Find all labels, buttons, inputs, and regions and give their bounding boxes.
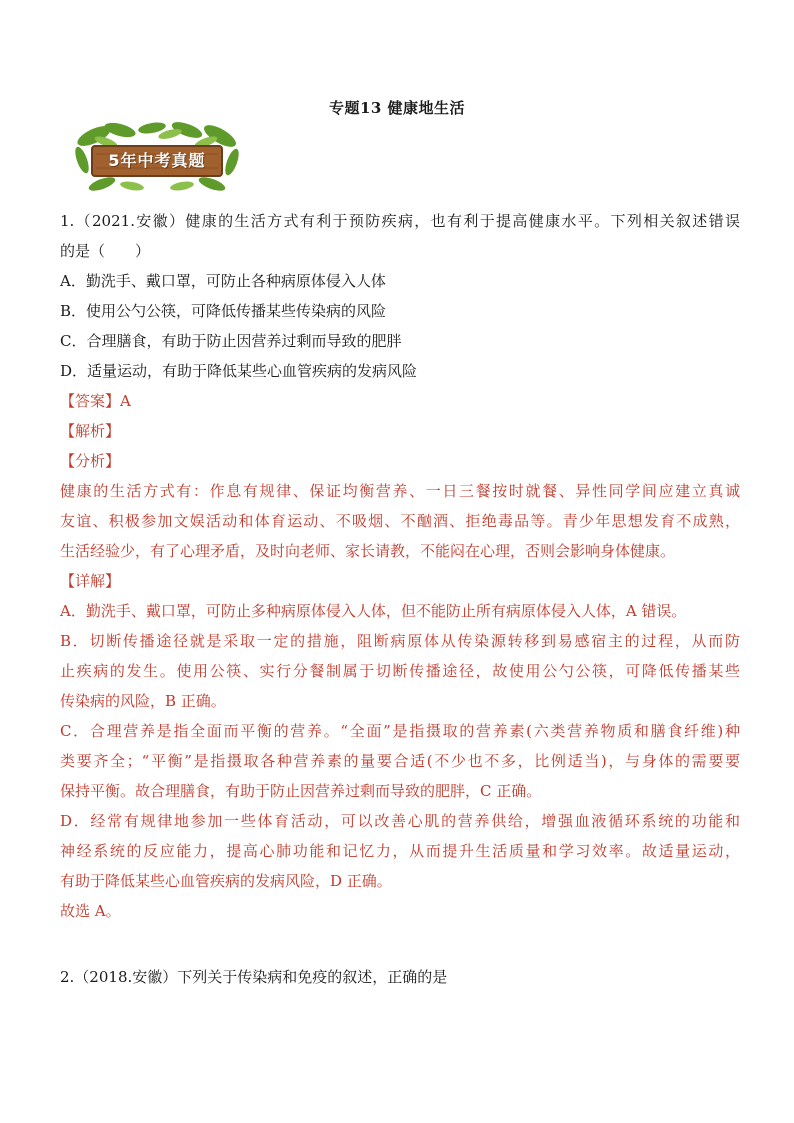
xiangjie-line-7: 保持平衡。故合理膳食，有助于防止因营养过剩而导致的肥胖，C 正确。 [60,782,542,800]
spacer [60,926,740,962]
fenxi-line-2: 友谊、积极参加文娱活动和体育运动、不吸烟、不酗酒、拒绝毒品等。青少年思想发育不成熟， [60,512,740,530]
page-title: 专题13 健康地生活 [328,99,466,117]
q1-option-c: C．合理膳食，有助于防止因营养过剩而导致的肥胖 [60,332,402,350]
fenxi-line-1: 健康的生活方式有：作息有规律、保证均衡营养、一日三餐按时就餐、异性同学间应建立真诚 [60,482,740,500]
conclusion: 故选 A。 [60,902,121,920]
xiangjie-line-10: 有助于降低某些心血管疾病的发病风险，D 正确。 [60,872,392,890]
q1-option-b: B．使用公勺公筷，可降低传播某些传染病的风险 [60,302,387,320]
question-content [60,206,740,992]
q1-option-a: A．勤洗手、戴口罩，可防止各种病原体侵入人体 [60,272,386,290]
xiangjie-line-1: A．勤洗手、戴口罩，可防止多种病原体侵入人体，但不能防止所有病原体侵入人体，A 错误。 [60,602,687,620]
badge-label: 5年中考真题 [108,151,206,170]
jiexi-label: 【解析】 [60,422,121,440]
answer-label: 【答案】A [60,392,131,410]
q1-stem-line-1: 1.（2021.安徽）健康的生活方式有利于预防疾病，也有利于提高健康水平。下列相关叙述错误 [60,212,740,230]
xiangjie-line-3: 止疾病的发生。使用公筷、实行分餐制属于切断传播途径，故使用公勺公筷，可降低传播某些 [60,662,740,680]
xiangjie-line-6: 类要齐全；“平衡”是指摄取各种营养素的量要合适(不少也不多，比例适当)，与身体的需要要 [60,752,740,770]
fenxi-label: 【分析】 [60,452,121,470]
section-badge [72,120,242,192]
xiangjie-label: 【详解】 [60,572,121,590]
xiangjie-line-2: B．切断传播途径就是采取一定的措施，阻断病原体从传染源转移到易感宿主的过程，从而防 [60,632,740,650]
xiangjie-line-4: 传染病的风险，B 正确。 [60,692,226,710]
xiangjie-line-5: C．合理营养是指全面而平衡的营养。“全面”是指摄取的营养素(六类营养物质和膳食纤维)种 [60,722,740,740]
xiangjie-line-9: 神经系统的反应能力，提高心肺功能和记忆力，从而提升生活质量和学习效率。故适量运动， [60,842,740,860]
q1-stem-line-2: 的是（ ） [60,242,151,260]
fenxi-line-3: 生活经验少，有了心理矛盾，及时向老师、家长请教，不能闷在心理，否则会影响身体健康。 [60,542,676,560]
q2-stem: 2.（2018.安徽）下列关于传染病和免疫的叙述，正确的是 [60,968,448,986]
xiangjie-line-8: D．经常有规律地参加一些体育活动，可以改善心肌的营养供给，增强血液循环系统的功能和 [60,812,740,830]
q1-option-d: D．适量运动，有助于降低某些心血管疾病的发病风险 [60,362,418,380]
